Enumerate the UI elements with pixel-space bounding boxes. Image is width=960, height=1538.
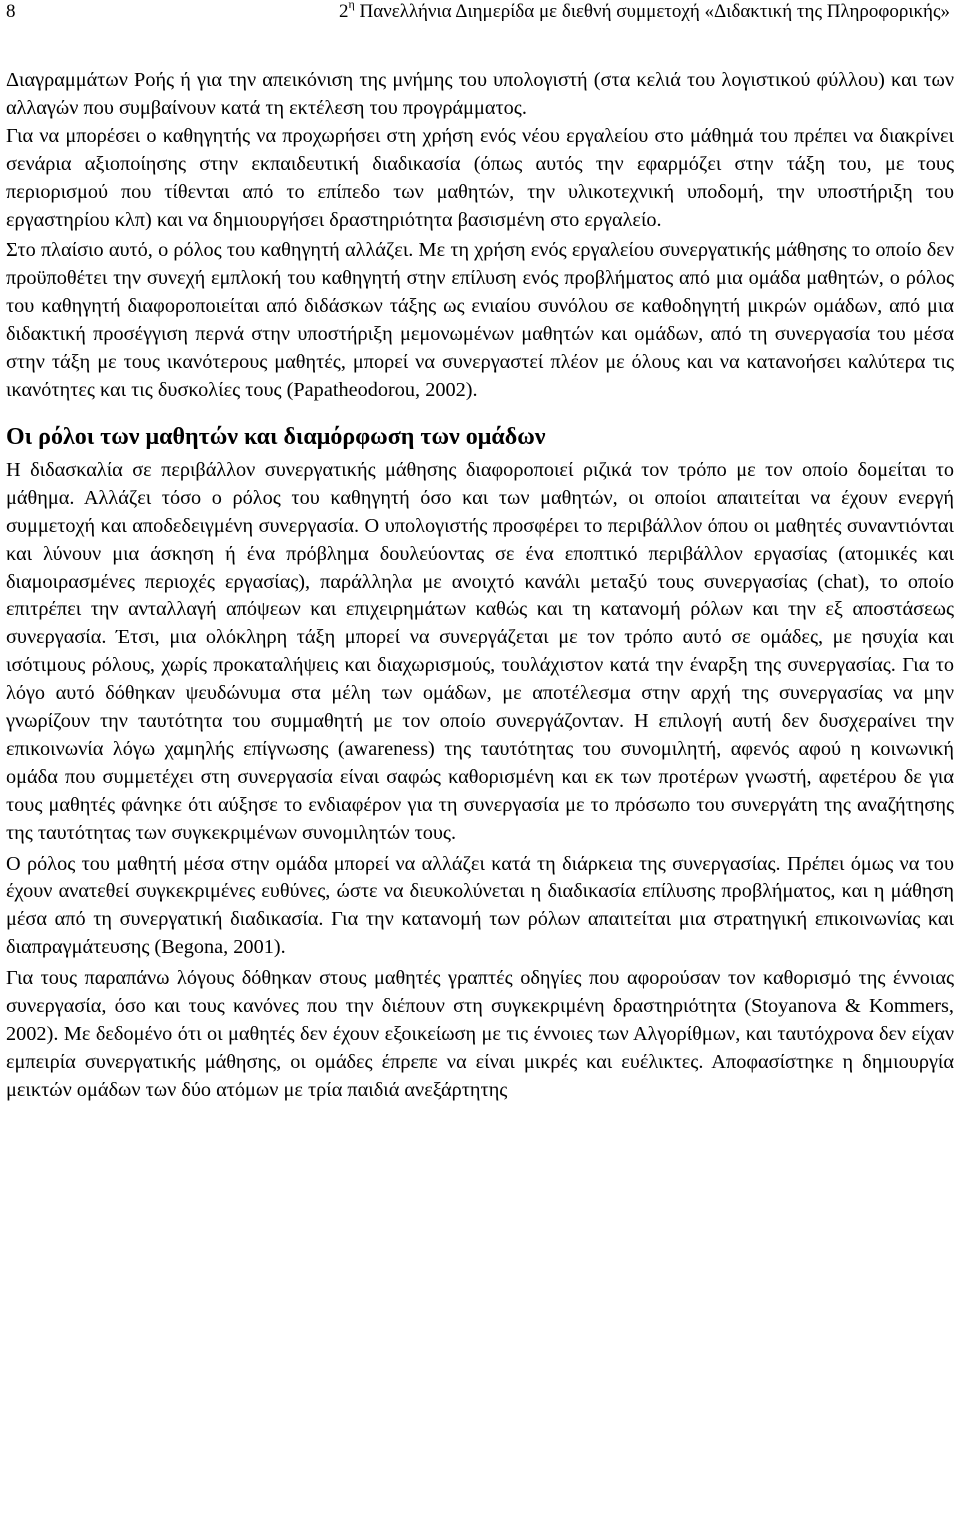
paragraph: Διαγραμμάτων Ροής ή για την απεικόνιση της μνήμης του υπολογιστή (στα κελιά του λογιστικού φύλλου) και των αλλαγών που συμβαίνουν κατά τη εκτέλεση του προγράμματος.	[6, 69, 954, 119]
conference-title	[339, 0, 950, 24]
page-number: 8	[6, 1, 16, 22]
paragraph: Η διδασκαλία σε περιβάλλον συνεργατικής μάθησης διαφοροποιεί ριζικά τον τρόπο με τον οποίο δομείται το μάθημα. Αλλάζει τόσο ο ρόλος του καθηγητή όσο και των μαθητών, οι οποίοι απαιτείται να έχουν ενεργή συμμετοχή και αποδεδειγμένη συνεργασία. Ο υπολογιστής προσφέρει το περιβάλλον όπου οι μαθητές συναντιόνται και λύνουν μια άσκηση ή ένα πρόβλημα δουλεύοντας σε ένα εποπτικό περιβάλλον εργασίας (ατομικές και διαμοιρασμένες περιοχές εργασίας), παράλληλα με ανοιχτό κανάλι μεταξύ τους συνεργασίας (chat), το οποίο επιτρέπει την ανταλλαγή απόψεων και επιχειρημάτων καθώς και τη κατανομή ρόλων και την εξ αποστάσεως συνεργασία. Έτσι, μια ολόκληρη τάξη μπορεί να συνεργάζεται με τον τρόπο αυτό σε ομάδες, με ησυχία και ισότιμους ρόλους, χωρίς προκαταλήψεις και διαχωρισμούς, τουλάχιστον κατά την έναρξη της συνεργασίας. Για το λόγο αυτό δόθηκαν ψευδώνυμα στα μέλη των ομάδων, με αποτέλεσμα στην αρχή της συνεργασίας να μην γνωρίζουν την ταυτότητα του συμμαθητή με τον οποίο συνεργάζονταν. Η επιλογή αυτή δεν δυσχεραίνει την επικοινωνία λόγω χαμηλής επίγνωσης (awareness) της ταυτότητας του συνομιλητή, αφενός αφού η κοινωνική ομάδα που συμμετέχει στη συνεργασία είναι σαφώς καθορισμένη και εκ των προτέρων γνωστή, αφετέρου δε για τους μαθητές φάνηκε ότι αύξησε το ενδιαφέρον για τη συνεργασία με το πρόσωπο του συνεργάτη της αναζήτησης της ταυτότητας των συγκεκριμένων συνομιλητών τους.	[6, 458, 954, 844]
section-heading: Οι ρόλοι των μαθητών και διαμόρφωση των ομάδων	[6, 423, 546, 450]
conference-title-ordinal-suffix: η	[348, 0, 355, 11]
body-text	[6, 67, 954, 1105]
conference-title-ordinal: 2	[338, 1, 349, 22]
running-header	[6, 0, 954, 32]
paragraph: Για τους παραπάνω λόγους δόθηκαν στους μαθητές γραπτές οδηγίες που αφορούσαν τον καθορισμό της έννοιας συνεργασία, όσο και τους κανόνες που την διέπουν στη συγκεκριμένη δραστηριότητα (Stoyanova & Kommers, 2002). Με δεδομένο ότι οι μαθητές δεν έχουν εξοικείωση με τις έννοιες των Αλγορίθμων, και ταυτόχρονα δεν είχαν εμπειρία συνεργατικής μάθησης, οι ομάδες έπρεπε να είναι μικρές και ευέλικτες. Αποφασίστηκε η δημιουργία μεικτών ομάδων των δύο ατόμων με τρία παιδιά ανεξάρτητης	[6, 967, 954, 1101]
paragraph: Στο πλαίσιο αυτό, ο ρόλος του καθηγητή αλλάζει. Με τη χρήση ενός εργαλείου συνεργατικής μάθησης το οποίο δεν προϋποθέτει την συνεχή εμπλοκή του καθηγητή στην επίλυση ενός προβλήματος από μια ομάδα μαθητών, ο ρόλος του καθηγητή διαφοροποιείται από διδάσκων τάξης ως ενιαίου συνόλου σε καθοδηγητή μικρών ομάδων, από μια διδακτική προσέγγιση περνά στην υποστήριξη μεμονωμένων μαθητών και ομάδων, από τη συνεργασία του μέσα στην τάξη με τους ικανότερους μαθητές, μπορεί να συνεργαστεί πλέον με όλους και να κατανοήσει καλύτερα τις ικανότητες και τις δυσκολίες τους (Papatheodorou, 2002).	[6, 239, 954, 401]
conference-title-text: Πανελλήνια Διημερίδα με διεθνή συμμετοχή «Διδακτική της Πληροφορικής»	[354, 1, 950, 22]
paragraph: Ο ρόλος του μαθητή μέσα στην ομάδα μπορεί να αλλάζει κατά τη διάρκεια της συνεργασίας. Πρέπει όμως να του έχουν ανατεθεί συγκεκριμένες ευθύνες, ώστε να διευκολύνεται η διαδικασία επίλυσης προβλήματος, και η μάθηση μέσα από τη συνεργατική διαδικασία. Για την κατανομή των ρόλων απαιτείται μια στρατηγική επικοινωνίας και διαπραγμάτευσης (Begona, 2001).	[6, 852, 954, 959]
paragraph: Για να μπορέσει ο καθηγητής να προχωρήσει στη χρήση ενός νέου εργαλείου στο μάθημά του πρέπει να διακρίνει σενάρια αξιοποίησης στην εκπαιδευτική διαδικασία (όπως αυτός την εφαρμόζει στην τάξη του, με τους περιορισμού που τίθενται από το επίπεδο των μαθητών, την υλικοτεχνική υποδομή, την υποστήριξη του εργαστηρίου κλπ) και να δημιουργήσει δραστηριότητα βασισμένη στο εργαλείο.	[6, 124, 954, 231]
